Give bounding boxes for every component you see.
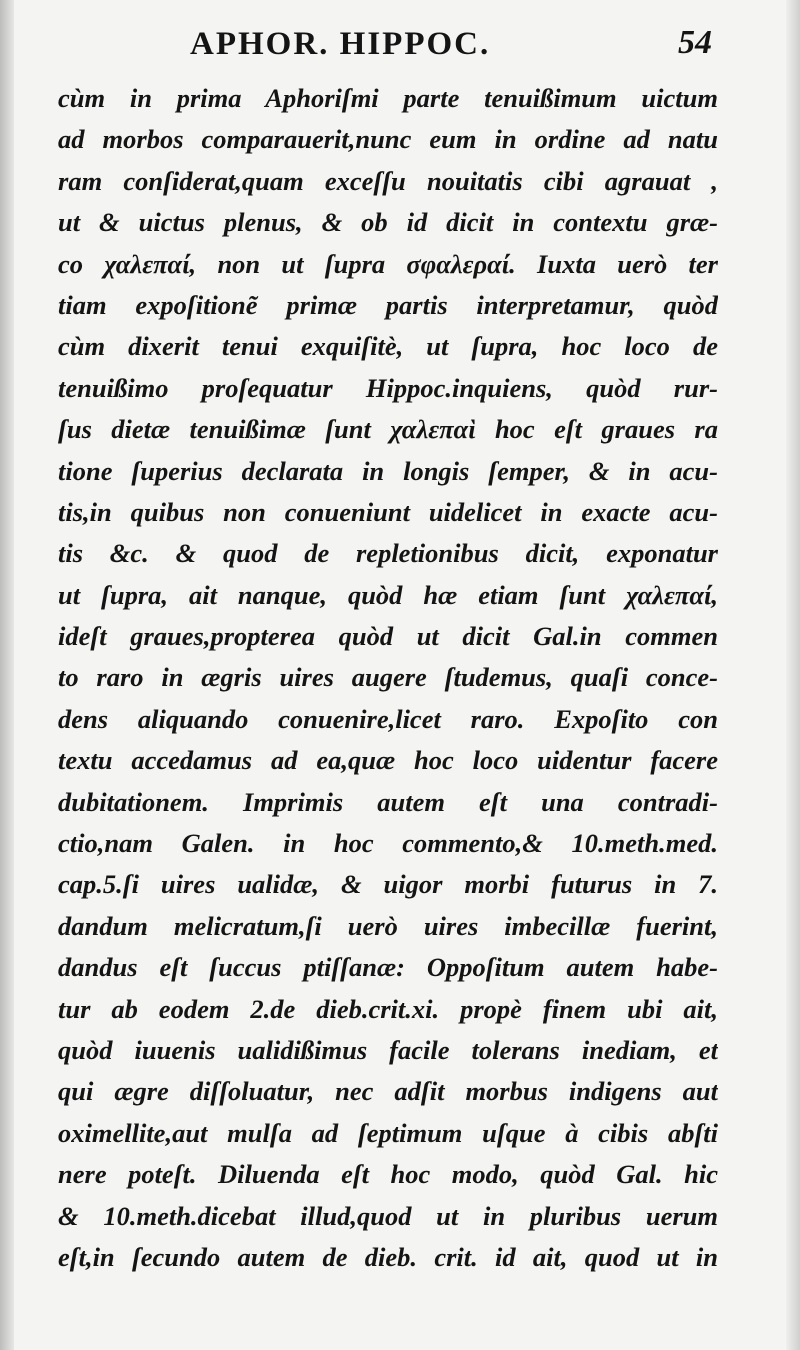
text-line: nere poteſt. Diluenda eſt hoc modo, quòd Gal. hic bbox=[58, 1159, 718, 1190]
text-line: ram conſiderat,quam exceſſu nouitatis cibi agrauat , bbox=[58, 165, 718, 196]
text-line: tenuißimo proſequatur Hippoc.inquiens, quòd rur- bbox=[58, 372, 718, 403]
text-line: ad morbos comparauerit,nunc eum in ordine ad natu bbox=[58, 124, 718, 155]
text-line: eſt,in ſecundo autem de dieb. crit. id ait, quod ut in bbox=[58, 1241, 718, 1272]
text-line: dandus eſt ſuccus ptiſſanæ: Oppoſitum autem habe- bbox=[58, 952, 718, 983]
text-line: dens aliquando conuenire,licet raro. Expoſito con bbox=[58, 703, 718, 734]
page-edge-right bbox=[786, 0, 800, 1350]
text-line: cùm in prima Aphoriſmi parte tenuißimum uictum bbox=[58, 83, 718, 113]
text-line: tur ab eodem 2.de dieb.crit.xi. propè finem ubi ait, bbox=[58, 993, 718, 1024]
book-page bbox=[58, 22, 718, 1312]
text-line: ſus dietæ tenuißimæ ſunt χαλεπαὶ hoc eſt graues ra bbox=[58, 414, 718, 445]
text-line: ctio,nam Galen. in hoc commento,& 10.meth.med. bbox=[58, 828, 718, 859]
text-line: co χαλεπαί, non ut ſupra σφαλεραί. Iuxta uerò ter bbox=[58, 248, 718, 279]
text-line: tiam expoſitionẽ primæ partis interpretamur, quòd bbox=[58, 289, 718, 320]
text-line: ut ſupra, ait nanque, quòd hæ etiam ſunt χαλεπαί, bbox=[58, 579, 718, 610]
text-line: dandum melicratum,ſi uerò uires imbecillæ fuerint, bbox=[58, 910, 718, 941]
text-line: & 10.meth.dicebat illud,quod ut in pluribus uerum bbox=[58, 1200, 718, 1231]
text-line: tis,in quibus non conueniunt uidelicet in exacte acu- bbox=[58, 496, 718, 527]
text-line: cap.5.ſi uires ualidæ, & uigor morbi futurus in 7. bbox=[58, 869, 718, 900]
text-line: dubitationem. Imprimis autem eſt una contradi- bbox=[58, 786, 718, 817]
text-line: ideſt graues,propterea quòd ut dicit Gal.in commen bbox=[58, 621, 718, 652]
page-number: 54 bbox=[678, 24, 712, 61]
page-edge-left bbox=[0, 0, 14, 1350]
text-line: to raro in ægris uires augere ſtudemus, quaſi conce- bbox=[58, 662, 718, 693]
text-line: qui ægre diſſoluatur, nec adſit morbus indigens aut bbox=[58, 1076, 718, 1107]
body-text bbox=[58, 78, 718, 1278]
text-line: oximellite,aut mulſa ad ſeptimum uſque à cibis abſti bbox=[58, 1117, 718, 1148]
text-line: ut & uictus plenus, & ob id dicit in contextu græ- bbox=[58, 207, 718, 238]
text-line: tione ſuperius declarata in longis ſemper, & in acu- bbox=[58, 455, 718, 486]
running-title: APHOR. HIPPOC. bbox=[190, 26, 491, 62]
text-line: cùm dixerit tenui exquiſitè, ut ſupra, hoc loco de bbox=[58, 331, 718, 362]
text-line: tis &c. & quod de repletionibus dicit, exponatur bbox=[58, 538, 718, 569]
text-line: textu accedamus ad ea,quæ hoc loco uidentur facere bbox=[58, 745, 718, 776]
text-line: quòd iuuenis ualidißimus facile tolerans inediam, et bbox=[58, 1034, 718, 1065]
running-head bbox=[58, 22, 718, 74]
